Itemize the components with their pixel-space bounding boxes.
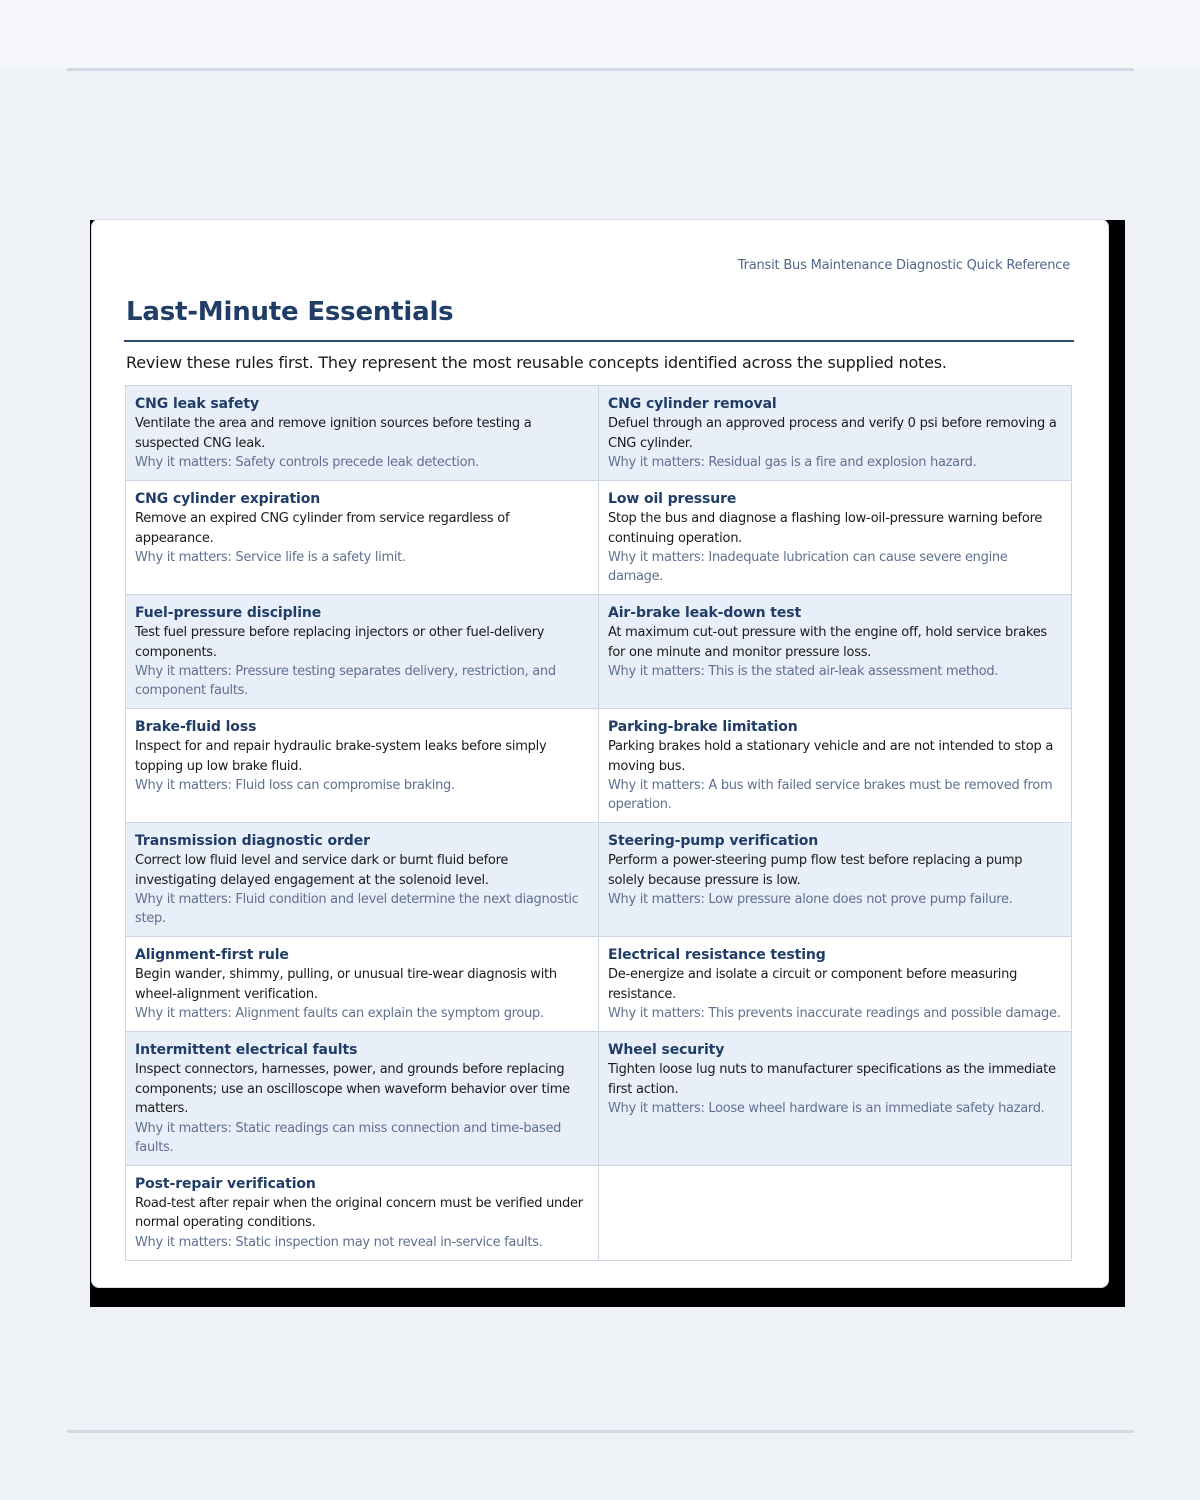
rules-row bbox=[126, 937, 1072, 1032]
rule-card bbox=[599, 1032, 1072, 1166]
title-underline bbox=[124, 340, 1074, 342]
rules-row bbox=[126, 1032, 1072, 1166]
rule-card bbox=[126, 709, 599, 823]
page-title: Last-Minute Essentials bbox=[126, 297, 454, 327]
rule-why: Why it matters: Pressure testing separates delivery, restriction, and component faults. bbox=[135, 664, 556, 698]
rule-body: Ventilate the area and remove ignition sources before testing a suspected CNG leak. bbox=[135, 416, 532, 451]
rule-body: Inspect for and repair hydraulic brake-system leaks before simply topping up low brake fluid. bbox=[135, 739, 547, 774]
rule-why: Why it matters: Loose wheel hardware is an immediate safety hazard. bbox=[608, 1101, 1045, 1116]
rule-card bbox=[599, 937, 1072, 1032]
rule-why: Why it matters: Static inspection may not reveal in-service faults. bbox=[135, 1234, 543, 1250]
rule-title: CNG cylinder removal bbox=[608, 396, 777, 412]
rule-card bbox=[126, 481, 599, 595]
rule-title: Air-brake leak-down test bbox=[608, 605, 802, 621]
rule-why: Why it matters: Fluid condition and level determine the next diagnostic step. bbox=[135, 892, 579, 926]
rule-why: Why it matters: This is the stated air-leak assessment method. bbox=[608, 664, 999, 679]
rule-title: Parking-brake limitation bbox=[608, 719, 798, 735]
rule-why: Why it matters: Fluid loss can compromise braking. bbox=[135, 778, 455, 793]
rule-card bbox=[599, 595, 1072, 709]
rule-body: Perform a power-steering pump flow test before replacing a pump solely because pressure is low. bbox=[608, 853, 1023, 888]
rule-card bbox=[126, 937, 599, 1032]
rule-why: Why it matters: Inadequate lubrication can cause severe engine damage. bbox=[608, 550, 1008, 584]
rule-title: Steering-pump verification bbox=[608, 833, 819, 849]
rule-body: Begin wander, shimmy, pulling, or unusual tire-wear diagnosis with wheel-alignment verification. bbox=[135, 967, 557, 1002]
rule-card bbox=[599, 709, 1072, 823]
top-divider bbox=[67, 68, 1134, 71]
rules-row bbox=[126, 709, 1072, 823]
rule-title: Transmission diagnostic order bbox=[135, 833, 370, 849]
rule-card bbox=[126, 823, 599, 937]
rule-body: Correct low fluid level and service dark or burnt fluid before investigating delayed engagement at the solenoid level. bbox=[135, 853, 509, 888]
rule-title: Fuel-pressure discipline bbox=[135, 605, 322, 621]
rule-body: Road-test after repair when the original concern must be verified under normal operating conditions. bbox=[135, 1195, 583, 1230]
rule-title: Post-repair verification bbox=[135, 1175, 316, 1192]
rule-body: Inspect connectors, harnesses, power, and grounds before replacing components; use an oscilloscope when waveform behavior over time matters. bbox=[135, 1062, 570, 1116]
rule-why: Why it matters: Residual gas is a fire and explosion hazard. bbox=[608, 455, 977, 470]
rule-card bbox=[126, 595, 599, 709]
rule-body: Defuel through an approved process and verify 0 psi before removing a CNG cylinder. bbox=[608, 416, 1057, 451]
rule-title: Low oil pressure bbox=[608, 491, 737, 507]
rule-why: Why it matters: Safety controls precede leak detection. bbox=[135, 455, 479, 470]
rule-why: Why it matters: Low pressure alone does not prove pump failure. bbox=[608, 892, 1013, 907]
rule-body: Parking brakes hold a stationary vehicle and are not intended to stop a moving bus. bbox=[608, 739, 1054, 774]
rules-row bbox=[126, 481, 1072, 595]
rule-title: CNG cylinder expiration bbox=[135, 491, 321, 507]
rule-body: Tighten loose lug nuts to manufacturer specifications as the immediate first action. bbox=[608, 1062, 1056, 1097]
intro-text: Review these rules first. They represent the most reusable concepts identified across the supplied notes. bbox=[126, 353, 947, 372]
rule-title: Alignment-first rule bbox=[135, 947, 289, 963]
rule-body: Remove an expired CNG cylinder from service regardless of appearance. bbox=[135, 511, 510, 546]
rule-why: Why it matters: A bus with failed service brakes must be removed from operation. bbox=[608, 778, 1053, 812]
rule-body: De-energize and isolate a circuit or component before measuring resistance. bbox=[608, 967, 1018, 1002]
rule-title: Brake-fluid loss bbox=[135, 719, 257, 735]
document-page bbox=[91, 219, 1109, 1288]
rule-body: Stop the bus and diagnose a flashing low-oil-pressure warning before continuing operation. bbox=[608, 511, 1043, 546]
rule-why: Why it matters: This prevents inaccurate readings and possible damage. bbox=[608, 1006, 1061, 1021]
rule-title: CNG leak safety bbox=[135, 396, 259, 412]
rule-why: Why it matters: Alignment faults can explain the symptom group. bbox=[135, 1006, 544, 1021]
rules-row bbox=[126, 823, 1072, 937]
rules-row bbox=[126, 386, 1072, 481]
rule-card bbox=[126, 1032, 599, 1166]
rule-card bbox=[599, 481, 1072, 595]
rule-why: Why it matters: Service life is a safety limit. bbox=[135, 550, 406, 565]
empty-cell bbox=[599, 1165, 1072, 1260]
rule-card bbox=[599, 386, 1072, 481]
running-header: Transit Bus Maintenance Diagnostic Quick Reference bbox=[737, 258, 1070, 273]
rule-body: Test fuel pressure before replacing injectors or other fuel-delivery components. bbox=[135, 625, 545, 660]
rule-title: Intermittent electrical faults bbox=[135, 1042, 358, 1058]
top-toolbar-strip bbox=[0, 0, 1200, 69]
rule-card bbox=[126, 1165, 599, 1260]
rule-card bbox=[126, 386, 599, 481]
rule-body: At maximum cut-out pressure with the engine off, hold service brakes for one minute and monitor pressure loss. bbox=[608, 625, 1047, 660]
bottom-divider bbox=[67, 1430, 1134, 1433]
rule-title: Electrical resistance testing bbox=[608, 947, 826, 963]
rule-why: Why it matters: Static readings can miss connection and time-based faults. bbox=[135, 1120, 562, 1155]
rules-grid bbox=[125, 385, 1072, 1261]
rules-row bbox=[126, 595, 1072, 709]
rules-row bbox=[126, 1165, 1072, 1260]
rule-title: Wheel security bbox=[608, 1042, 725, 1058]
rule-card bbox=[599, 823, 1072, 937]
